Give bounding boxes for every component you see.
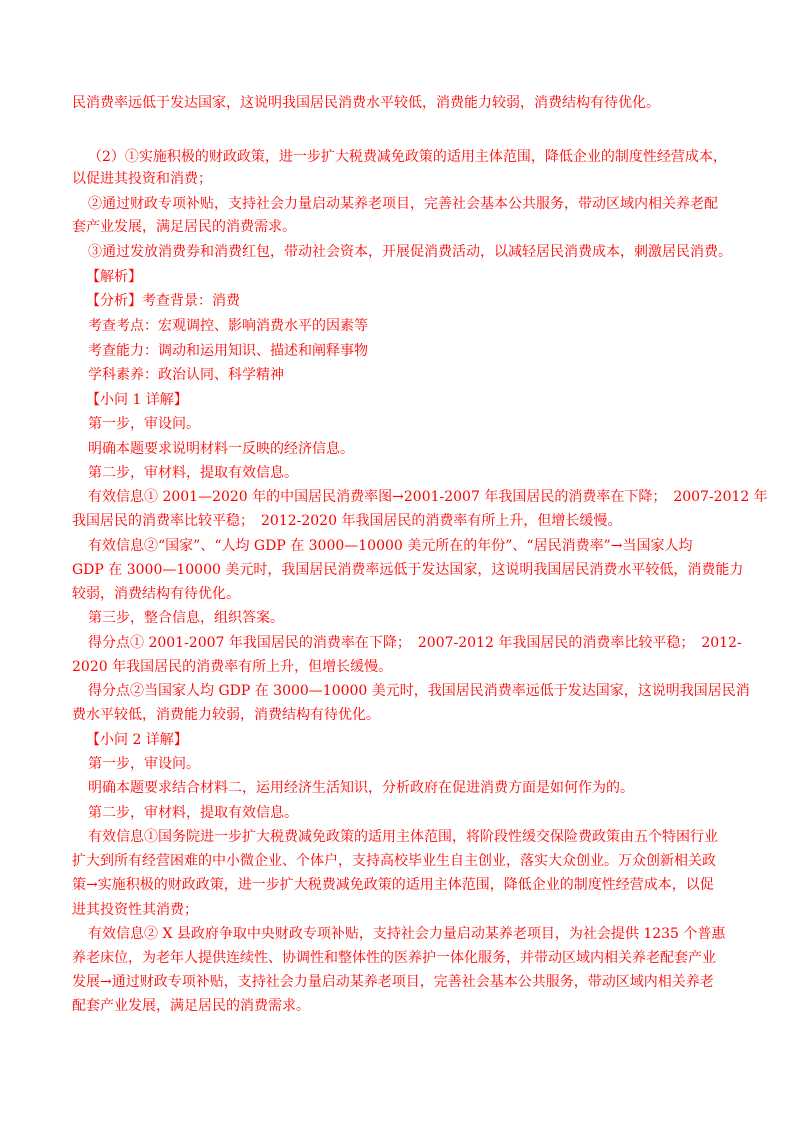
text-line: 有效信息② X 县政府争取中央财政专项补贴，支持社会力量启动某养老项目，为社会提供 1235 个普惠 bbox=[88, 926, 726, 942]
text-line: 进其投资性其消费； bbox=[72, 902, 198, 918]
text-line: GDP 在 3000—10000 美元时，我国居民消费率远低于发达国家，这说明我国居民消费水平较低，消费能力 bbox=[72, 562, 744, 578]
text-line: 【小问 2 详解】 bbox=[86, 732, 188, 748]
text-line: 我国居民的消费率比较平稳； 2012-2020 年我国居民的消费率有所上升，但增长缓慢。 bbox=[72, 513, 622, 529]
text-line: 有效信息①国务院进一步扩大税费减免政策的适用主体范围，将阶段性缓交保险费政策由五个特困行业 bbox=[88, 829, 718, 845]
text-line: 明确本题要求说明材料一反映的经济信息。 bbox=[88, 441, 354, 457]
text-line: 扩大到所有经营困难的中小微企业、个体户，支持高校毕业生自主创业，落实大众创业。万众创新相关政 bbox=[72, 853, 716, 869]
text-line: 2020 年我国居民的消费率有所上升，但增长缓慢。 bbox=[72, 659, 393, 675]
text-line: ③通过发放消费券和消费红包，带动社会资本，开展促消费活动，以减轻居民消费成本，刺激居民消费。 bbox=[88, 244, 732, 260]
text-line: 策→实施积极的财政政策，进一步扩大税费减免政策的适用主体范围，降低企业的制度性经营成本，以促 bbox=[72, 877, 714, 893]
text-line: 有效信息① 2001—2020 年的中国居民消费率图→2001-2007 年我国居民的消费率在下降； 2007-2012 年 bbox=[88, 489, 768, 505]
text-line: 第二步，审材料，提取有效信息。 bbox=[88, 805, 298, 821]
text-line: 以促进其投资和消费； bbox=[72, 171, 212, 187]
text-line: 发展→通过财政专项补贴，支持社会力量启动某养老项目，完善社会基本公共服务，带动区域内相关养老 bbox=[72, 974, 714, 990]
text-line: 较弱，消费结构有待优化。 bbox=[72, 586, 240, 602]
text-line: 考查能力：调动和运用知识、描述和阐释事物 bbox=[88, 343, 368, 359]
text-line: ②通过财政专项补贴，支持社会力量启动某养老项目，完善社会基本公共服务，带动区域内相关养老配 bbox=[88, 196, 718, 212]
text-line: 得分点②当国家人均 GDP 在 3000—10000 美元时，我国居民消费率远低于发达国家，这说明我国居民消 bbox=[88, 683, 750, 699]
text-line: 第一步，审设问。 bbox=[88, 416, 200, 432]
text-line: 【小问 1 详解】 bbox=[86, 392, 188, 408]
text-line: 配套产业发展，满足居民的消费需求。 bbox=[72, 998, 310, 1014]
text-line: 养老床位，为老年人提供连续性、协调性和整体性的医养护一体化服务，并带动区域内相关养老配套产业 bbox=[72, 950, 716, 966]
text-line: （2）①实施积极的财政政策，进一步扩大税费减免政策的适用主体范围，降低企业的制度性经营成本， bbox=[88, 149, 727, 165]
text-line: 明确本题要求结合材料二，运用经济生活知识，分析政府在促进消费方面是如何作为的。 bbox=[88, 780, 634, 796]
text-line: 第二步，审材料，提取有效信息。 bbox=[88, 465, 298, 481]
text-line: 【解析】 bbox=[86, 269, 142, 285]
text-line: 有效信息②“国家”、“人均 GDP 在 3000—10000 美元所在的年份”、“居民消费率”→当国家人均 bbox=[88, 538, 693, 554]
text-line: 民消费率远低于发达国家，这说明我国居民消费水平较低，消费能力较弱，消费结构有待优化。 bbox=[72, 95, 660, 111]
text-line: 第一步，审设问。 bbox=[88, 756, 200, 772]
text-line: 第三步，整合信息，组织答案。 bbox=[88, 610, 284, 626]
text-line: 套产业发展，满足居民的消费需求。 bbox=[72, 219, 296, 235]
text-line: 【分析】考查背景：消费 bbox=[86, 293, 240, 309]
text-line: 得分点① 2001-2007 年我国居民的消费率在下降； 2007-2012 年我国居民的消费率比较平稳； 2012- bbox=[88, 635, 742, 651]
text-line: 学科素养：政治认同、科学精神 bbox=[88, 367, 284, 383]
text-line: 考查考点：宏观调控、影响消费水平的因素等 bbox=[88, 318, 368, 334]
text-line: 费水平较低，消费能力较弱，消费结构有待优化。 bbox=[72, 707, 380, 723]
